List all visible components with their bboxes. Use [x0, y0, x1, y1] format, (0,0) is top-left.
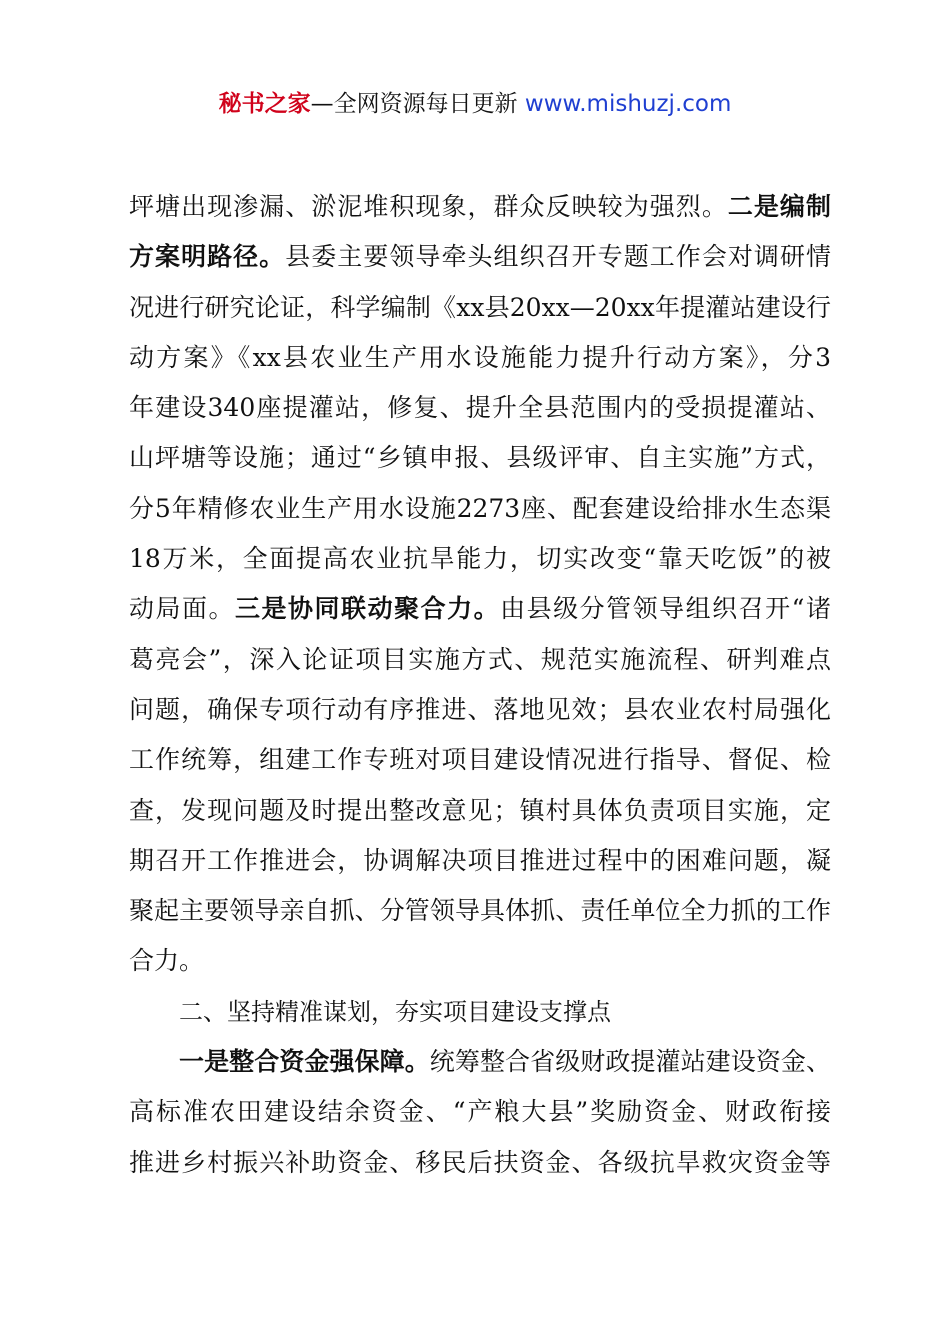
- paragraph-line: [129, 1037, 831, 1087]
- text-run: 况进行研究论证，科学编制《xx县20xx—20xx年提灌站建设行: [129, 292, 831, 322]
- section-heading: [129, 987, 831, 1037]
- paragraph-line: [129, 182, 831, 232]
- text-run: 县委主要领导牵头组织召开专题工作会对调研情: [285, 242, 831, 272]
- paragraph-line: [129, 786, 831, 836]
- text-run: 坪塘出现渗漏、淤泥堆积现象，群众反映较为强烈。: [129, 192, 728, 221]
- text-run: 高标准农田建设结余资金、“产粮大县”奖励资金、财政衔接: [129, 1097, 831, 1127]
- text-run: 山坪塘等设施；通过“乡镇申报、县级评审、自主实施”方式，: [129, 443, 831, 473]
- site-brand: 秘书之家: [218, 91, 311, 117]
- paragraph-line: [129, 1138, 831, 1188]
- text-run: 查，发现问题及时提出整改意见；镇村具体负责项目实施，定: [129, 795, 831, 825]
- text-run: 动局面。: [129, 594, 236, 624]
- text-run: 期召开工作推进会，协调解决项目推进过程中的困难问题，凝: [129, 845, 831, 875]
- paragraph-line: [129, 232, 831, 282]
- paragraph-line: [129, 836, 831, 886]
- paragraph-line: [129, 383, 831, 433]
- bold-lead-phrase: 二是编制: [727, 192, 831, 221]
- document-body: [129, 182, 831, 1188]
- paragraph-line: [129, 484, 831, 534]
- paragraph-line: [129, 333, 831, 383]
- text-run: 工作统筹，组建工作专班对项目建设情况进行指导、督促、检: [129, 745, 831, 775]
- text-run: 动方案》《xx县农业生产用水设施能力提升行动方案》，分3: [129, 342, 831, 372]
- paragraph-line: [129, 433, 831, 483]
- bold-lead-phrase: 方案明路径。: [129, 242, 286, 272]
- paragraph-line: [129, 735, 831, 785]
- site-tagline: —全网资源每日更新: [310, 91, 518, 117]
- text-run: 聚起主要领导亲自抓、分管领导具体抓、责任单位全力抓的工作: [129, 896, 831, 926]
- text-run: 统筹整合省级财政提灌站建设资金、: [429, 1047, 831, 1077]
- site-header: [0, 88, 950, 120]
- paragraph-line: [129, 584, 831, 634]
- text-run: 分5年精修农业生产用水设施2273座、配套建设给排水生态渠: [129, 493, 831, 523]
- paragraph-line: [129, 685, 831, 735]
- site-url-link[interactable]: www.mishuzj.com: [524, 91, 732, 117]
- paragraph-line: [129, 886, 831, 936]
- text-run: 推进乡村振兴补助资金、移民后扶资金、各级抗旱救灾资金等: [129, 1147, 831, 1177]
- text-run: 年建设340座提灌站，修复、提升全县范围内的受损提灌站、: [129, 393, 831, 423]
- bold-lead-phrase: 一是整合资金强保障。: [179, 1047, 430, 1077]
- paragraph-line: [129, 635, 831, 685]
- paragraph-line: [129, 534, 831, 584]
- paragraph-line: [129, 1087, 831, 1137]
- paragraph-line: [129, 936, 831, 986]
- bold-lead-phrase: 三是协同联动聚合力。: [235, 594, 501, 624]
- text-run: 问题，确保专项行动有序推进、落地见效；县农业农村局强化: [129, 694, 831, 724]
- text-run: 18万米，全面提高农业抗旱能力，切实改变“靠天吃饭”的被: [129, 544, 831, 574]
- text-run: 合力。: [129, 946, 205, 976]
- text-run: 由县级分管领导组织召开“诸: [500, 594, 831, 624]
- text-run: 二、坚持精准谋划，夯实项目建设支撑点: [179, 997, 611, 1026]
- paragraph-line: [129, 283, 831, 333]
- text-run: 葛亮会”，深入论证项目实施方式、规范实施流程、研判难点: [129, 644, 831, 674]
